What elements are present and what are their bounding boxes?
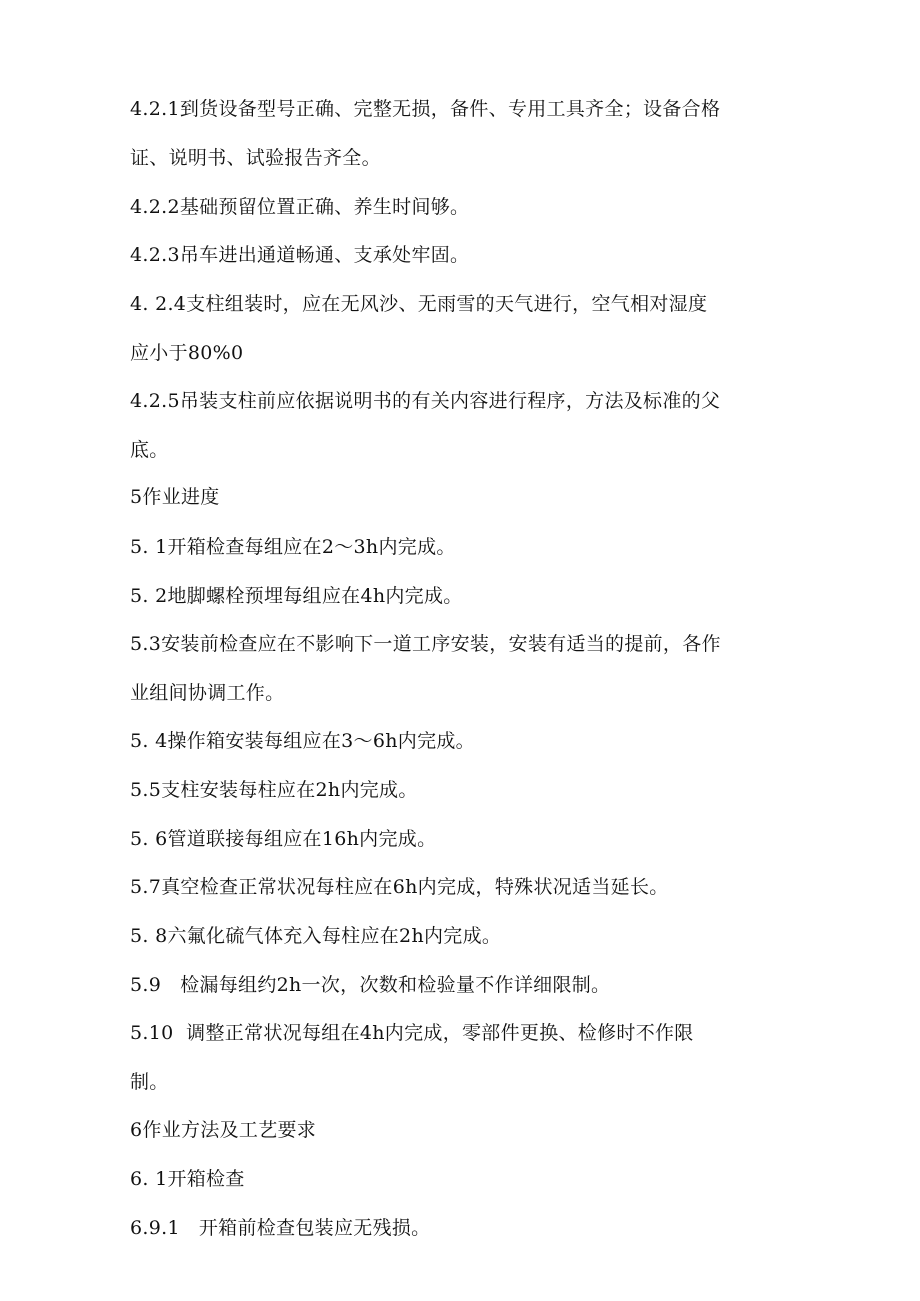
text-line: 6.9.1 开箱前检查包装应无残损。 [130, 1217, 431, 1239]
text-line: 4.2.3吊车进出通道畅通、支承处牢固。 [130, 244, 470, 266]
text-line: 4.2.2基础预留位置正确、养生时间够。 [130, 196, 470, 218]
text-line: 应小于80%0 [130, 342, 244, 364]
text-line: 5.5支柱安装每柱应在2h内完成。 [130, 779, 418, 801]
text-line: 制。 [130, 1071, 169, 1093]
section-heading: 6作业方法及工艺要求 [130, 1119, 317, 1141]
text-line: 6. 1开箱检查 [130, 1168, 245, 1190]
text-line: 5.10 调整正常状况每组在4h内完成，零部件更换、检修时不作限 [130, 1022, 694, 1044]
text-line: 5. 1开箱检查每组应在2～3h内完成。 [130, 536, 456, 558]
text-line: 5. 6管道联接每组应在16h内完成。 [130, 828, 437, 850]
section-heading: 5作业进度 [130, 486, 220, 508]
text-line: 底。 [130, 439, 169, 461]
text-line: 证、说明书、试验报告齐全。 [130, 147, 381, 169]
text-line: 4. 2.4支柱组装时，应在无风沙、无雨雪的天气进行，空气相对湿度 [130, 293, 708, 315]
text-line: 5. 8六氟化硫气体充入每柱应在2h内完成。 [130, 925, 502, 947]
text-line: 5.9 检漏每组约2h一次，次数和检验量不作详细限制。 [130, 974, 611, 996]
text-line: 业组间协调工作。 [130, 682, 285, 704]
text-line: 4.2.1到货设备型号正确、完整无损，备件、专用工具齐全；设备合格 [130, 98, 721, 120]
text-line: 5.3安装前检查应在不影响下一道工序安装，安装有适当的提前，各作 [130, 633, 721, 655]
text-line: 5. 2地脚螺栓预埋每组应在4h内完成。 [130, 585, 463, 607]
text-line: 4.2.5吊装支柱前应依据说明书的有关内容进行程序，方法及标准的父 [130, 390, 721, 412]
text-line: 5. 4操作箱安装每组应在3～6h内完成。 [130, 730, 475, 752]
text-line: 5.7真空检查正常状况每柱应在6h内完成，特殊状况适当延长。 [130, 876, 669, 898]
